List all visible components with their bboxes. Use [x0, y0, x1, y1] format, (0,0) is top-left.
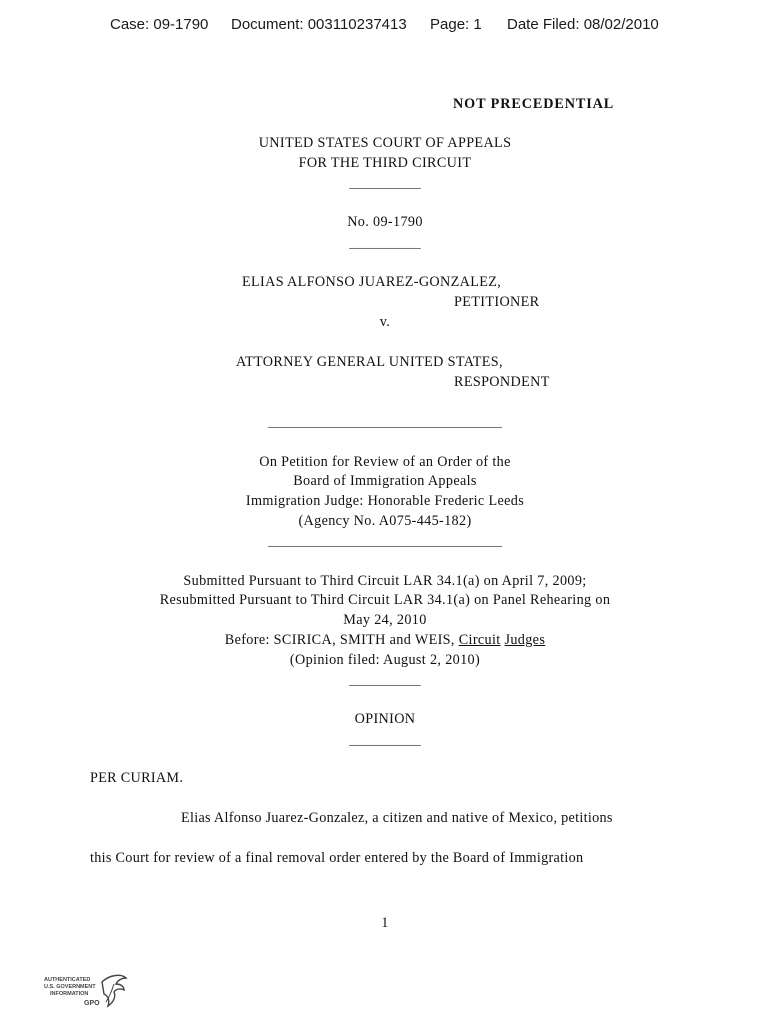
petition-line3: Immigration Judge: Honorable Frederic Leeds	[245, 493, 525, 509]
gpo-eagle-logo-icon	[44, 972, 134, 1018]
court-name-line1: UNITED STATES COURT OF APPEALS	[258, 135, 512, 151]
versus: v.	[379, 314, 391, 330]
case-number: No. 09-1790	[347, 214, 423, 230]
date-filed-header: Date Filed: 08/02/2010	[507, 16, 659, 33]
panel-judges-prefix: Before: SCIRICA, SMITH and WEIS,	[224, 632, 455, 648]
svg-text:AUTHENTICATED: AUTHENTICATED	[44, 977, 91, 983]
section-divider: ____________________________________	[268, 533, 502, 548]
judges-word: Judges	[504, 632, 546, 648]
body-line1: Elias Alfonso Juarez-Gonzalez, a citizen and native of Mexico, petitions	[181, 810, 613, 826]
agency-number: (Agency No. A075-445-182)	[298, 513, 472, 529]
petition-line2: Board of Immigration Appeals	[293, 473, 477, 489]
divider-rule: ___________	[349, 175, 421, 190]
opinion-filed-date: (Opinion filed: August 2, 2010)	[289, 652, 481, 668]
divider-rule: ___________	[349, 672, 421, 687]
respondent-name: ATTORNEY GENERAL UNITED STATES,	[236, 354, 503, 370]
petitioner-role: PETITIONER	[454, 294, 540, 310]
respondent-role: RESPONDENT	[454, 374, 550, 390]
document-number-header: Document: 003110237413	[231, 16, 407, 33]
submission-line1: Submitted Pursuant to Third Circuit LAR 34.1(a) on April 7, 2009;	[183, 573, 587, 589]
precedential-status: NOT PRECEDENTIAL	[453, 96, 615, 112]
submission-line2: Resubmitted Pursuant to Third Circuit LAR 34.1(a) on Panel Rehearing on	[159, 592, 611, 608]
divider-rule: ___________	[349, 732, 421, 747]
per-curiam: PER CURIAM.	[90, 770, 184, 786]
section-divider: ____________________________________	[268, 414, 502, 429]
page-number-header: Page: 1	[430, 16, 482, 33]
circuit-word: Circuit	[458, 632, 501, 648]
petition-line1: On Petition for Review of an Order of the	[259, 454, 511, 470]
petitioner-name: ELIAS ALFONSO JUAREZ-GONZALEZ,	[242, 274, 502, 290]
body-line2: this Court for review of a final removal order entered by the Board of Immigration	[90, 850, 584, 866]
divider-rule: ___________	[349, 235, 421, 250]
svg-text:U.S. GOVERNMENT: U.S. GOVERNMENT	[44, 984, 96, 990]
court-name-line2: FOR THE THIRD CIRCUIT	[298, 155, 472, 171]
gpo-authentication-seal	[44, 972, 134, 1023]
svg-text:INFORMATION: INFORMATION	[50, 991, 89, 997]
opinion-heading: OPINION	[354, 711, 416, 727]
panel-judges	[0, 630, 770, 650]
svg-text:GPO: GPO	[84, 1000, 100, 1007]
case-number-header: Case: 09-1790	[110, 16, 209, 33]
page-number: 1	[381, 915, 389, 931]
submission-line3: May 24, 2010	[343, 612, 427, 628]
